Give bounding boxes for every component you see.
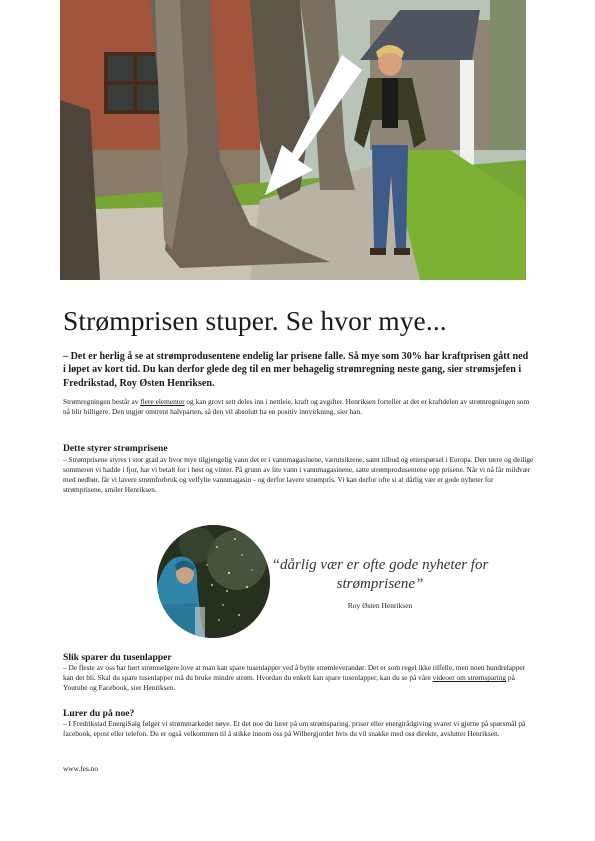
paragraph-lurer: – I Fredrikstad EnergiSalg følger vi strømmarkedet nøye. Er det noe du lurer på om strømsparing, priser eller energirådgiving svarer vi gjerne på spørsmål på facebook, epost eller telefon. Du er også velkommen til å stikke innom oss på Wilbergjordet hvis du vil snakke med oss direkte, avslutter Henriksen. xyxy=(63,719,526,739)
subheading-strømprisene: Dette styrer strømprisene xyxy=(63,443,168,454)
pull-quote: “dårlig vær er ofte gode nyheter for strømprisene” xyxy=(271,557,489,592)
website-link[interactable]: www.fes.no xyxy=(63,764,99,773)
hero-scene xyxy=(60,0,526,280)
paragraph-text: på Youtube og Facebook, sier Henriksen. xyxy=(63,673,515,693)
link-videoer-strømsparing[interactable]: videoer om strømsparing xyxy=(432,673,507,683)
paragraph-text: Strømregningen består av xyxy=(63,397,141,406)
paragraph-elements xyxy=(63,397,535,417)
subheading-tusenlapper: Slik sparer du tusenlapper xyxy=(63,652,172,663)
article-lead: – Det er herlig å se at strømprodusentene endelig lar prisene falle. Så mye som 30% har kraftprisen gått ned i løpet av kort tid. Du kan derfor glede deg til en mer behagelig strømregning neste gang, sier strømsjefen i Fredrikstad, Roy Østen Henriksen. xyxy=(63,351,529,389)
paragraph-strømprisene: – Strømprisene styres i stor grad av hvor mye tilgjengelig vann det er i vannmagasinene, værutsiktene, samt tilbud og etterspørsel i Europa. Den tørre og deilige sommeren vi hadde i fjor, har vi betalt for i høst og vinter. På grunn av lite vann i vannmagasinene, satte strømprodusentene opp prisene. Når vi nå får mildvær med nedbør, får vi lavere strømforbruk og velfylte vannmagasin - og derfor lavere strømpris. Vi kan derfor ofte si at dårlig vær er gode nyheter for strømprisene, smiler Henriksen. xyxy=(63,455,534,495)
paragraph-tusenlapper xyxy=(63,663,535,693)
link-flere-elementer[interactable]: flere elementer xyxy=(140,397,185,406)
subheading-lurer: Lurer du på noe? xyxy=(63,708,135,719)
woman-in-rain-icon xyxy=(157,525,270,638)
portrait-photo xyxy=(157,525,270,638)
hero-photo xyxy=(60,0,526,280)
article-title: Strømprisen stuper. Se hvor mye... xyxy=(63,305,447,336)
paragraph-text: – De fleste av oss har hørt strømselgere love at man kan spare tusenlapper ved å bytte strømleverandør. Det er som regel ikke tilfelle, men noen hundrelapper kan det bli. Skal du spare tusenlapper må du bruke mindre strøm. Hvordan du enkelt kan spare tusenlapper, kan du se på våre xyxy=(63,663,526,683)
quote-author: Roy Østen Henriksen xyxy=(347,601,413,610)
paragraph-text: og kan grovt sett deles inn i nettleie, kraft og avgifter. Henriksen forteller at det er kraftdelen av strømregningen som nå blir billigere. Den utgjør omtrent halvparten, så den vil absolutt ha en positiv innvirkning, sier han. xyxy=(63,397,530,417)
